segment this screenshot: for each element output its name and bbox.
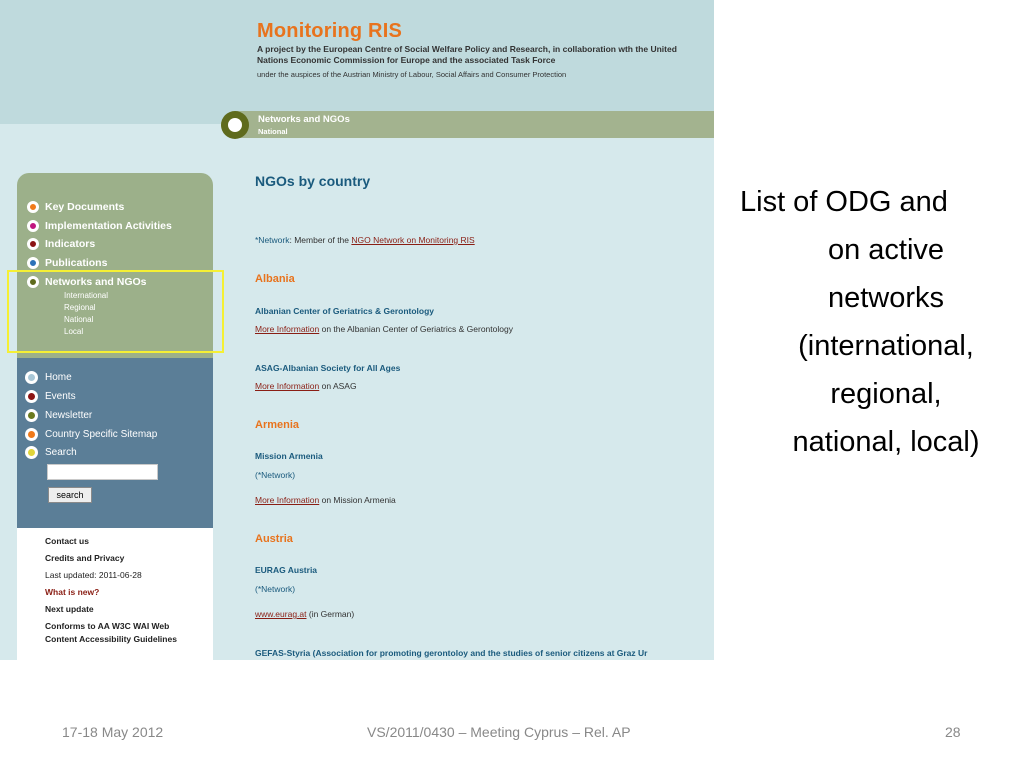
sidebar-item-label: Networks and NGOs <box>45 276 147 288</box>
bullet-icon <box>27 257 39 269</box>
org-info-text: on Mission Armenia <box>319 495 396 505</box>
org-name: Mission Armenia <box>255 451 323 461</box>
org-info-text: on ASAG <box>319 381 357 391</box>
country-heading-albania: Albania <box>255 273 295 285</box>
whats-new-link[interactable]: What is new? <box>45 587 100 597</box>
caption-line: (international, <box>798 330 974 362</box>
subnav-national[interactable]: National <box>64 315 94 324</box>
sidebar-item-label: Indicators <box>45 238 96 250</box>
sidebar-item-indicators[interactable] <box>27 238 95 250</box>
org-name: Albanian Center of Geriatrics & Gerontology <box>255 306 435 316</box>
sidebar-item-implementation-activities[interactable] <box>27 220 172 232</box>
org-info <box>255 609 354 619</box>
site-tagline: A project by the European Centre of Social Welfare Policy and Research, in collaboration wth the United Nations Economic Commission for Europe and the associated Task Force <box>257 44 677 65</box>
sidebar-item-label: Home <box>45 372 72 383</box>
footer-page-number: 28 <box>945 724 961 740</box>
accessibility-line2[interactable]: Content Accessibility Guidelines <box>45 634 177 644</box>
org-name: ASAG-Albanian Society for All Ages <box>255 363 401 373</box>
search-button[interactable]: search <box>48 487 92 503</box>
section-circle-icon <box>221 111 249 139</box>
section-title: Networks and NGOs <box>258 114 350 125</box>
sidebar-item-label: Search <box>45 447 77 458</box>
bullet-icon <box>25 371 38 384</box>
network-tag: (*Network) <box>255 470 296 480</box>
site-title[interactable]: Monitoring RIS <box>257 20 402 42</box>
slide-caption <box>738 178 1008 466</box>
sidebar-item-label: Newsletter <box>45 410 93 421</box>
sidebar-item-label: Publications <box>45 257 108 269</box>
org-info-text: on the Albanian Center of Geriatrics & Gerontology <box>319 324 513 334</box>
accessibility-line1[interactable]: Conforms to AA W3C WAI Web <box>45 621 170 631</box>
caption-line: List of ODG and <box>740 186 948 218</box>
subnav-regional[interactable]: Regional <box>64 303 96 312</box>
contact-link[interactable]: Contact us <box>45 536 89 546</box>
network-link[interactable]: NGO Network on Monitoring RIS <box>351 235 475 245</box>
sidebar-item-label: Key Documents <box>45 201 125 213</box>
network-tag: (*Network) <box>255 584 296 594</box>
country-heading-armenia: Armenia <box>255 419 300 431</box>
bullet-icon <box>25 446 38 459</box>
caption-line: regional, <box>830 378 942 410</box>
org-name: GEFAS-Styria (Association for promoting gerontoloy and the studies of senior citizens at Graz Ur <box>255 648 648 658</box>
org-info-text: (in German) <box>306 609 355 619</box>
network-note-label: *Network <box>255 235 290 245</box>
page-title: NGOs by country <box>255 173 371 189</box>
more-info-link[interactable]: More Information <box>255 495 320 505</box>
bullet-icon <box>27 220 39 232</box>
bullet-icon <box>25 390 38 403</box>
caption-line: national, local) <box>792 426 980 458</box>
main-content <box>235 138 714 660</box>
search-input[interactable] <box>47 464 158 480</box>
credits-link[interactable]: Credits and Privacy <box>45 553 125 563</box>
last-updated: Last updated: 2011-06-28 <box>45 570 142 580</box>
sidebar-item-label: Country Specific Sitemap <box>45 429 158 440</box>
sidebar-item-events[interactable] <box>25 390 76 403</box>
sidebar-item-home[interactable] <box>25 371 72 384</box>
bullet-icon <box>25 409 38 422</box>
caption-line: networks <box>827 282 945 314</box>
site-header <box>0 0 714 124</box>
sidebar-item-label: Events <box>45 391 76 402</box>
highlight-box <box>7 270 224 353</box>
website-link[interactable]: www.eurag.at <box>255 609 307 619</box>
sidebar-item-country-sitemap[interactable] <box>25 428 157 441</box>
footer-center: VS/2011/0430 – Meeting Cyprus – Rel. AP <box>367 724 631 740</box>
section-subtitle: National <box>258 127 288 136</box>
org-info <box>255 381 357 391</box>
sidebar-item-key-documents[interactable] <box>27 201 124 213</box>
country-heading-austria: Austria <box>255 533 293 545</box>
more-info-link[interactable]: More Information <box>255 381 320 391</box>
sidebar-item-publications[interactable] <box>27 257 107 269</box>
org-info <box>255 324 513 334</box>
subnav-international[interactable]: International <box>64 291 109 300</box>
footer-date: 17-18 May 2012 <box>62 724 164 740</box>
sidebar-item-search[interactable] <box>25 446 77 459</box>
bullet-icon <box>25 428 38 441</box>
org-name: EURAG Austria <box>255 565 318 575</box>
caption-line: on active <box>827 234 945 266</box>
site-auspices: under the auspices of the Austrian Ministry of Labour, Social Affairs and Consumer Protection <box>257 70 567 79</box>
network-note-text: : Member of the <box>289 235 350 245</box>
sidebar-item-newsletter[interactable] <box>25 409 92 422</box>
bullet-icon <box>27 201 39 213</box>
network-note <box>255 235 475 245</box>
org-info <box>255 495 396 505</box>
sidebar-item-label: Implementation Activities <box>45 220 172 232</box>
more-info-link[interactable]: More Information <box>255 324 320 334</box>
bullet-icon <box>27 238 39 250</box>
subnav-local[interactable]: Local <box>64 327 84 336</box>
next-update-link[interactable]: Next update <box>45 604 94 614</box>
